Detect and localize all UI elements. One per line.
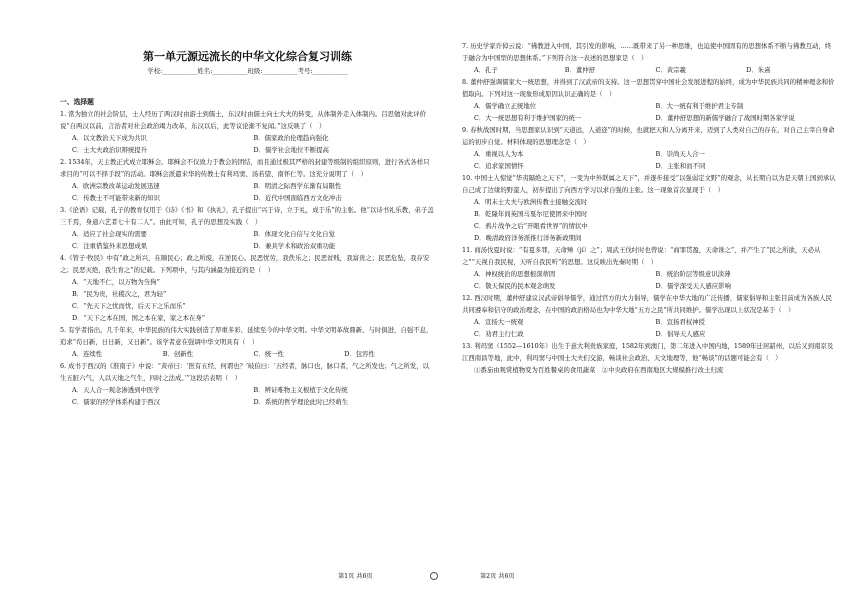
option-group <box>60 384 435 408</box>
answer-option[interactable]: B．乾隆年间英国马戛尔尼使团来中国时 <box>474 210 588 218</box>
answer-option[interactable]: B．统治阶层等级意识淡薄 <box>655 270 731 278</box>
answer-option[interactable]: A．“天地不仁，以万物为刍狗” <box>72 278 160 286</box>
question-stem: 8. 董仲舒强调儒家大一统思想，并得到了汉武帝的支持。这一思想贯穿中国社会发展进程的始终，成为中华民族共同的精神理念和价值取向。下列对这一现象形成原因认识正确的是（ ） <box>462 78 835 98</box>
answer-option[interactable]: A．孔子 <box>474 66 498 74</box>
answer-option[interactable]: D．包容性 <box>344 350 375 358</box>
option-group <box>462 64 837 76</box>
answer-option[interactable]: B．辨证唯物主义根植于文化传统 <box>253 386 348 394</box>
question-stem: 13. 利玛窦（1552—1610年）出生于意大利贵族家庭，1582年到澳门，第二年进入中国内地，1589年迁居韶州，以后又到南京及江西南昌等地，此中，利玛窦与中国士大夫们交游，畅谈社会政治、天文地理等，他“畅谈”的话题可能会有（ ） <box>462 342 834 362</box>
option-group <box>462 148 837 172</box>
answer-option[interactable]: D．朱熹 <box>746 66 771 74</box>
answer-option[interactable]: D．儒学深受天人感应影响 <box>655 282 731 290</box>
answer-option[interactable]: C．大一统思想有利于维护国家的统一 <box>474 114 582 122</box>
section-heading: 一、选择题 <box>60 98 94 106</box>
answer-option[interactable]: D．兼具学术和政治双重功能 <box>253 242 336 250</box>
option-group <box>462 316 837 340</box>
answer-option[interactable]: B．明清之际西学东渐有局限性 <box>253 182 342 190</box>
answer-option[interactable]: D．主张和而不同 <box>655 162 706 170</box>
answer-option[interactable]: ①番茄由观赏植物变为百姓餐桌的食用蔬菜 ②中央政府在西南地区大规模推行改土归流 <box>474 366 724 374</box>
answer-option[interactable]: B．儒家政治伦理趋向强化 <box>253 134 329 142</box>
answer-option[interactable]: D．系统的哲学理论此时已经萌生 <box>253 398 349 406</box>
answer-option[interactable]: A．连续性 <box>72 350 103 358</box>
question-stem: 4.《管子·牧民》中有“政之所兴，在顺民心；政之所废，在逆民心。民恶忧劳，我佚乐之；民恶贫贱，我富贵之；民恶危坠，我存安之；民恶灭绝，我生育之”的记载。下列项中，与其内涵最为接近的是（ ） <box>60 254 430 274</box>
option-group <box>60 276 435 324</box>
answer-option[interactable]: B．董仲舒 <box>564 66 596 74</box>
answer-option[interactable]: C．“先天下之忧而忧，后天下之乐而乐” <box>72 302 186 310</box>
answer-option[interactable]: C．劝君主行仁政 <box>474 330 524 338</box>
answer-option[interactable]: B．宣扬君权神授 <box>655 318 705 326</box>
answer-option[interactable]: B．崇尚天人合一 <box>655 150 705 158</box>
answer-option[interactable]: C．儒家的经学体系构建于西汉 <box>72 398 160 406</box>
answer-option[interactable]: C．黄宗羲 <box>655 66 686 74</box>
answer-option[interactable]: D．倡导天人感应 <box>655 330 706 338</box>
answer-option[interactable]: C．敬天保民的民本观念萌发 <box>474 282 556 290</box>
answer-option[interactable]: D．“天下之本在国，国之本在家，家之本在身” <box>72 314 206 322</box>
answer-option[interactable]: A．儒学确立正统地位 <box>474 102 537 110</box>
option-group <box>462 196 837 244</box>
answer-option[interactable]: C．传教士不可能带来新的知识 <box>72 194 160 202</box>
answer-option[interactable]: C．鸦片战争之后“开眼看世界”的情状中 <box>474 222 588 230</box>
answer-option[interactable]: A．神权统治的思想根深蒂固 <box>474 270 556 278</box>
answer-option[interactable]: D．儒学社会地位不断提高 <box>253 146 329 154</box>
question-stem: 2. 1534年，天主教正式成立耶稣会。耶稣会不仅致力于教会的团结，而且通过极其严格的封建等级制的组织原则，进行各式各样只求目的“可以不择手段”的活动。耶稣会派遣来华的传教士有利玛窦、汤若望、南怀仁等。这充分说明了（ ） <box>60 158 430 178</box>
option-group <box>462 100 837 124</box>
answer-option[interactable]: A．欧洲宗教改革运动发展迅速 <box>72 182 160 190</box>
answer-option[interactable]: A．明末士大夫与欧洲传教士接触交流时 <box>474 198 588 206</box>
answer-option[interactable]: C．士大夫政治识辩统提升 <box>72 146 148 154</box>
answer-option[interactable]: D．晚清政府洋务派推行洋务新政期间 <box>474 234 582 242</box>
page-number-left: 第1页 共6页 <box>338 573 373 580</box>
answer-option[interactable]: B．创新性 <box>162 350 194 358</box>
binding-mark-icon <box>430 572 438 580</box>
answer-option[interactable]: C．追求家国情怀 <box>474 162 524 170</box>
answer-option[interactable]: C．统一性 <box>253 350 284 358</box>
question-stem: 6. 成书于西汉的《淮南子》中说：“黄帝曰：‘医有五经，何谓也？’岐伯曰：‘五经者，脉口也，脉口者，气之所发也；气之所发，以生五脏六气，人以天地之气生，四时之法成。’”这段话表明（ ） <box>60 362 429 382</box>
answer-option[interactable]: D．近代中国面临西方文化冲击 <box>253 194 342 202</box>
answer-option[interactable]: C．注重借鉴外来思想成果 <box>72 242 148 250</box>
option-group <box>462 364 837 376</box>
answer-option[interactable]: B．“民为贵，社稷次之，君为轻” <box>72 290 167 298</box>
page-title: 第一单元源远流长的中华文化综合复习训练 <box>143 50 352 63</box>
option-group <box>60 132 435 156</box>
right-column <box>462 40 837 376</box>
question-stem: 11. 商汤伐夏时说：“有夏多罪，天命殛（jí）之”；周武王伐纣时也曾说：“商罪贯盈，天命诛之”，并产生了“民之所欲，天必从之”“天视自我民视，天听自我民听”的思想。这反映出先秦时期（ ） <box>462 246 821 266</box>
answer-option[interactable]: A．天人合一观念渗透到中医学 <box>72 386 160 394</box>
option-group <box>60 228 435 252</box>
option-group <box>60 348 435 360</box>
student-info-line: 学校:___________姓名:___________班级:___________考号:___________ <box>147 67 348 75</box>
option-group <box>462 268 837 292</box>
answer-option[interactable]: A．适应了社会现实的需要 <box>72 230 147 238</box>
option-group <box>60 180 435 204</box>
answer-option[interactable]: A．宣扬大一统观 <box>474 318 524 326</box>
answer-option[interactable]: A．重视以人为本 <box>474 150 524 158</box>
question-stem: 3.《论语》记载，孔子的教育仅用于《诗》《书》和《执礼》，孔子提出“兴于诗，立于礼，成于乐”的主张。他“以诗书礼乐教，弟子盖三千焉，身通六艺者七十有二人”。由此可知，孔子的思想及实践（ ） <box>60 206 434 226</box>
answer-option[interactable]: B．大一统有利于维护君主专制 <box>655 102 744 110</box>
question-stem: 7. 历史学家许倬云说：“佛教进入中国，其引发的影响，……既带来了另一种思维，也迫使中国固有的思想体系不断与佛教互动，终于融合为中国型的思想体系。”下列符合这一表述的思想家是（ ） <box>462 42 832 62</box>
left-column <box>60 96 435 408</box>
question-stem: 1. 當为独立的社会阶层，士人经历了两汉时由游士到儒士，东汉时由儒士向士大夫的转变，从体制外走入体制内。吕思勉对此评价说“自两汉以前，言治者对社会政治竭力改革，东汉以后，此等议论渐不复闻。”这反映了（ ） <box>60 110 427 130</box>
page-number-right: 第2页 共6页 <box>480 573 515 580</box>
answer-option[interactable]: B．体现文化自信与文化自觉 <box>253 230 335 238</box>
question-stem: 12. 西汉时期，董仲舒建议汉武帝倡导儒学，通过官方的大力倡导，儒学在中华大地的广泛传播，儒家倡导和主张目前成为各族人民共同遵奉和信守的政治理念，在中国的政治格局也为中华大地“五方之民”所共同维护。儒学出现以上状况是基于（ ） <box>462 294 833 314</box>
question-stem: 9. 春秋战国时期，当思想家认识到“天道远，人道迩”的时候，也就把天和人分离开来，迈到了人类对自己的存在、对自己主宰自身命运的初步自觉。材料体现的思想理念是（ ） <box>462 126 835 146</box>
answer-option[interactable]: A．以文教治天下成为共识 <box>72 134 147 142</box>
answer-option[interactable]: D．董仲舒思想的新儒学融合了战国时期各家学说 <box>655 114 795 122</box>
question-stem: 5. 有学者指出，几千年来，中华民族的伟大实践创造了厚重多彩、延续至今的中华文明。中华文明革故鼎新、与时俱进，自强不息，追求“苟日新，日日新，又日新”。该学者意在强调中华文明具有（ ） <box>60 326 433 346</box>
question-stem: 10. 中国士人惊觉“华夷隔绝之天下”，一变为中外联属之天下”，并逐步接受“以强弱定文野”的观念，从长期自以为是天朝上国到承认自己成了边缘的野蛮人，初步提出了向西方学习以求自强的主张。这一现象首次显现于（ ） <box>462 174 836 194</box>
